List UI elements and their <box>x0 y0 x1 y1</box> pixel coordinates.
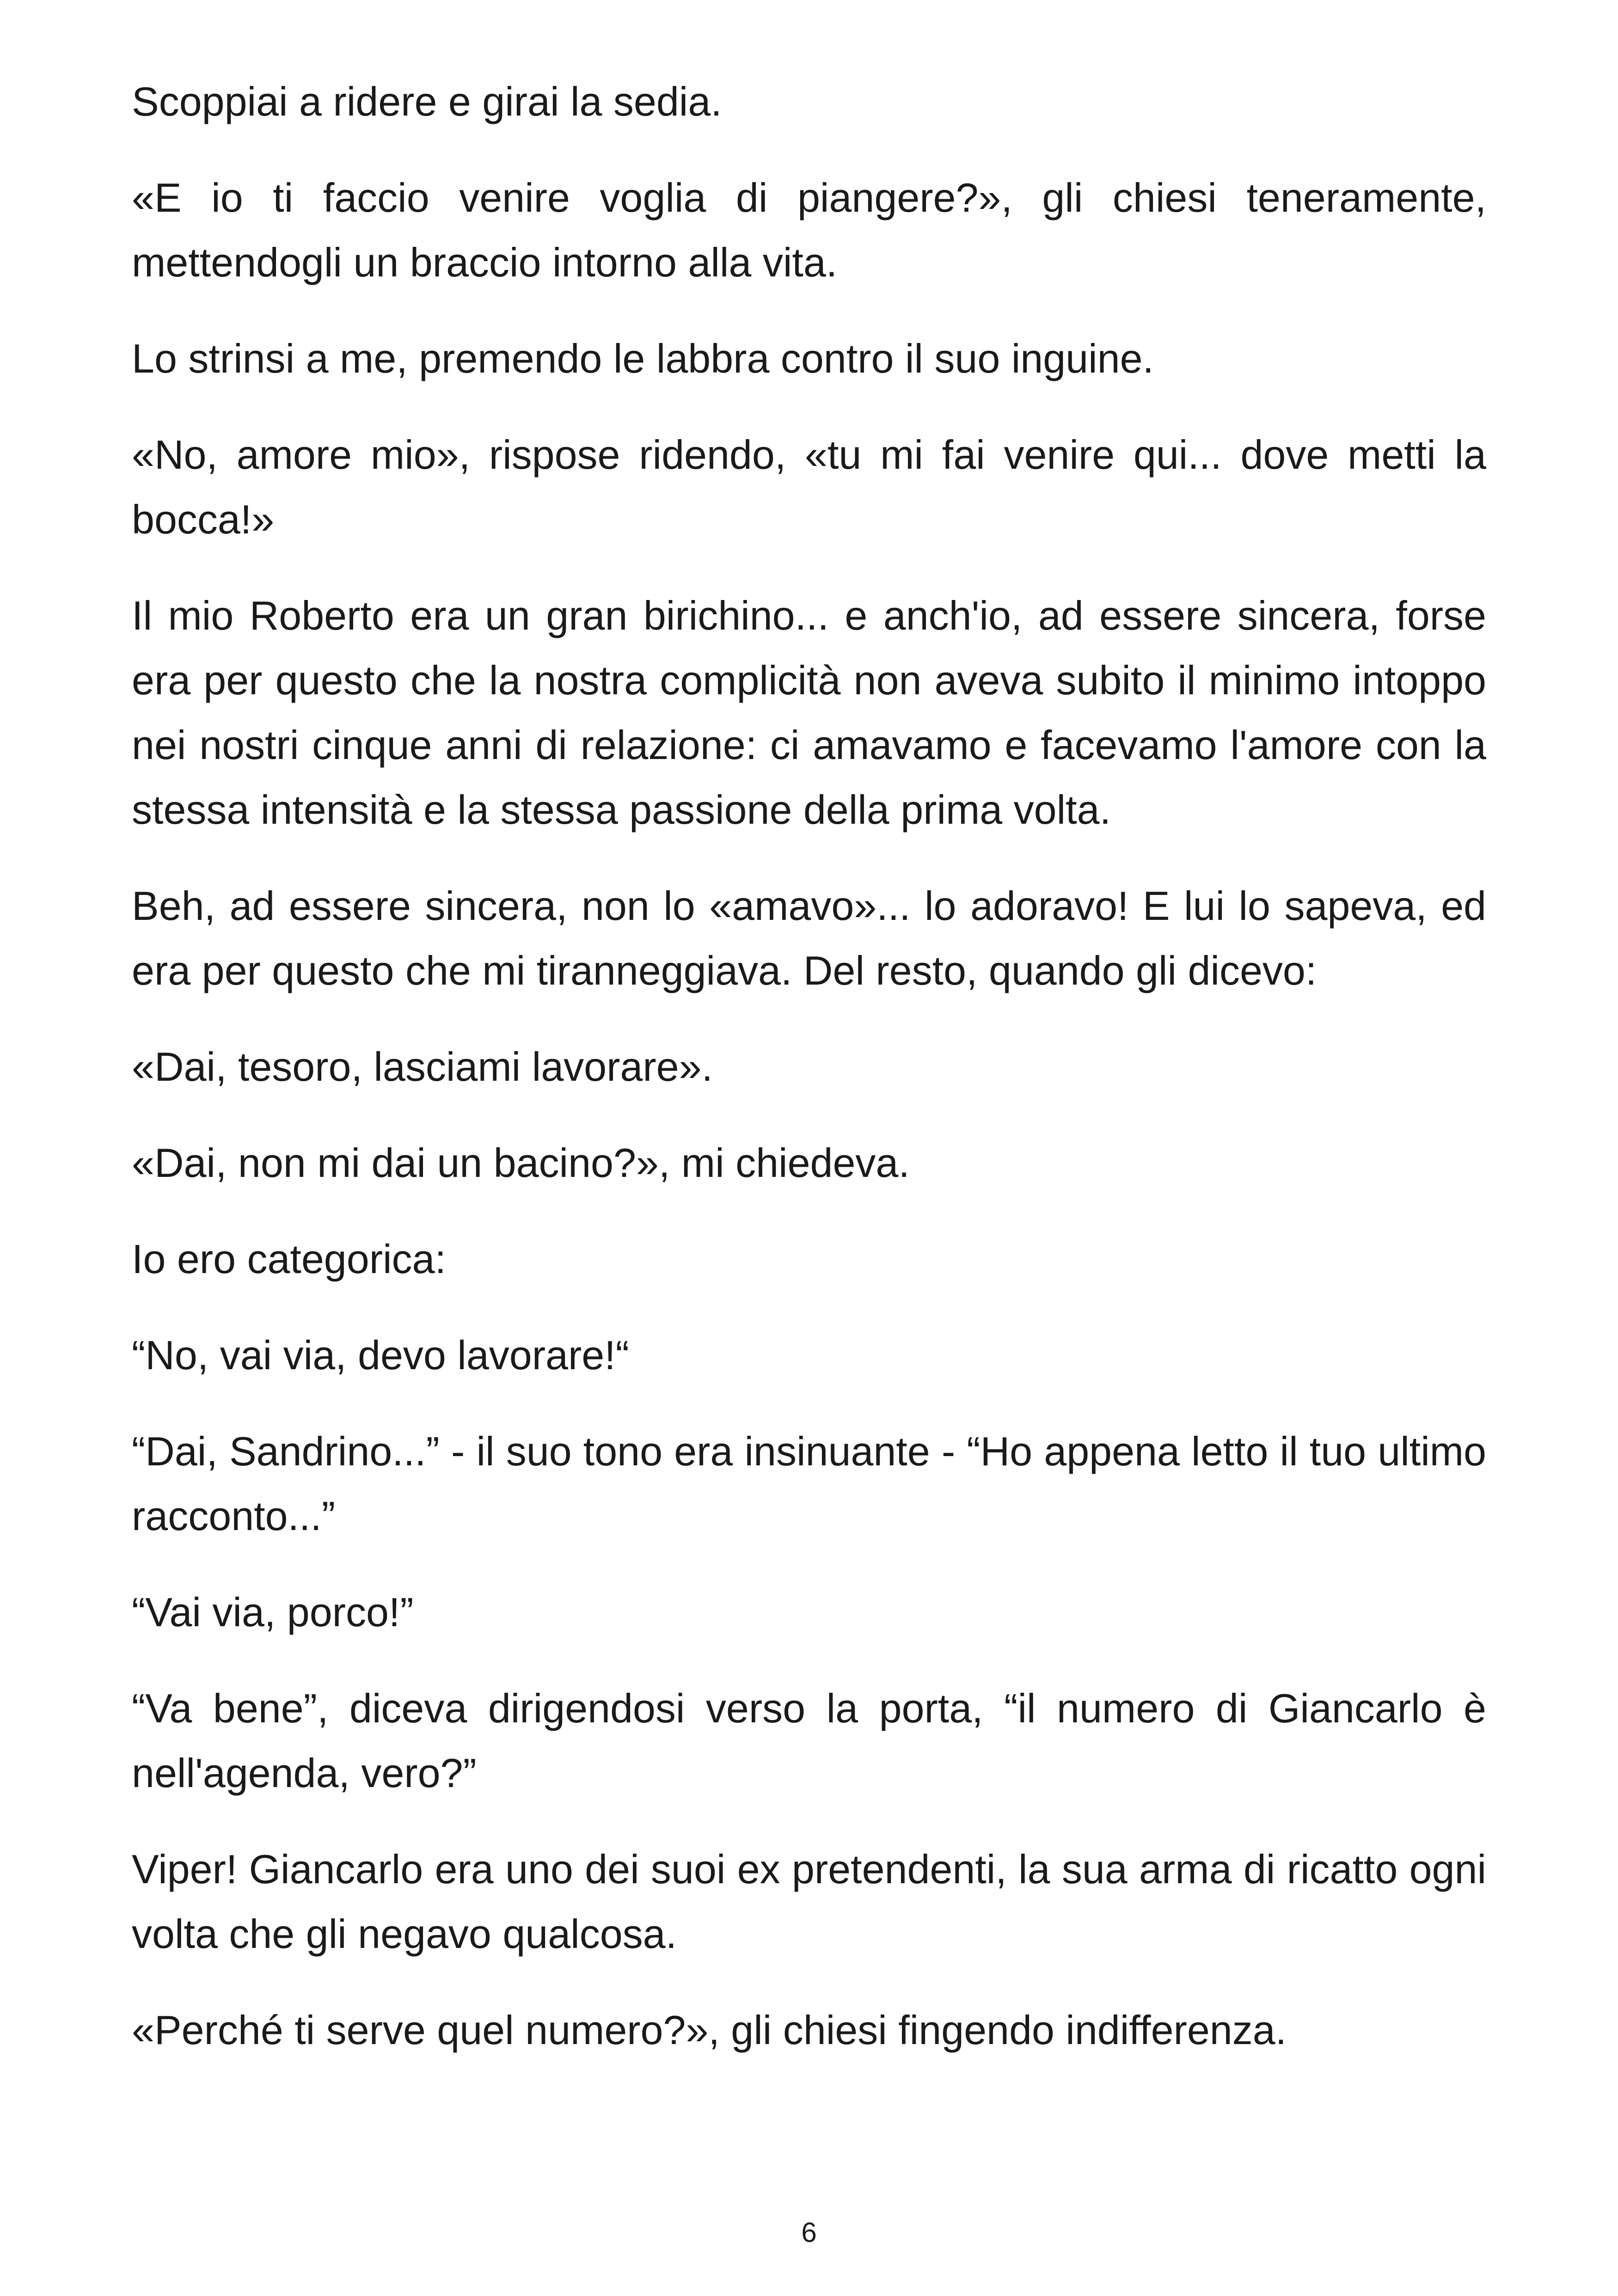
body-text <box>132 69 1486 2094</box>
paragraph: Viper! Giancarlo era uno dei suoi ex pretendenti, la sua arma di ricatto ogni volta che gli negavo qualcosa. <box>132 1846 1486 1957</box>
paragraph: «Perché ti serve quel numero?», gli chiesi fingendo indifferenza. <box>132 2007 1287 2053</box>
paragraph: “No, vai via, devo lavorare!“ <box>132 1332 629 1378</box>
page-number: 6 <box>801 2217 817 2248</box>
paragraph: «E io ti faccio venire voglia di piangere?», gli chiesi teneramente, mettendogli un braccio intorno alla vita. <box>132 175 1486 285</box>
paragraph: Scoppiai a ridere e girai la sedia. <box>132 79 722 124</box>
paragraph: «No, amore mio», rispose ridendo, «tu mi fai venire qui... dove metti la bocca!» <box>132 432 1486 542</box>
paragraph: «Dai, non mi dai un bacino?», mi chiedeva. <box>132 1140 910 1186</box>
paragraph: Io ero categorica: <box>132 1236 446 1282</box>
paragraph: Il mio Roberto era un gran birichino... e anch'io, ad essere sincera, forse era per questo che la nostra complicità non aveva subito il minimo intoppo nei nostri cinque anni di relazione: ci amavamo e facevamo l'amore con la stessa intensità e la stessa passione della prima volta. <box>132 593 1486 833</box>
paragraph: “Va bene”, diceva dirigendosi verso la porta, “il numero di Giancarlo è nell'agenda, vero?” <box>132 1685 1486 1796</box>
paragraph: «Dai, tesoro, lasciami lavorare». <box>132 1044 713 1090</box>
paragraph: “Vai via, porco!” <box>132 1589 414 1635</box>
paragraph: “Dai, Sandrino...” - il suo tono era insinuante - “Ho appena letto il tuo ultimo racconto...” <box>132 1428 1486 1539</box>
paragraph: Beh, ad essere sincera, non lo «amavo»... lo adoravo! E lui lo sapeva, ed era per questo che mi tiranneggiava. Del resto, quando gli dicevo: <box>132 883 1486 993</box>
paragraph: Lo strinsi a me, premendo le labbra contro il suo inguine. <box>132 336 1154 381</box>
